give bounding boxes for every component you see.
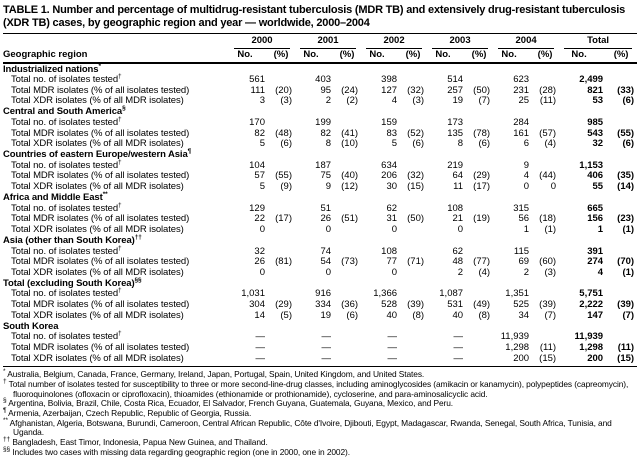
row-label: Total XDR isolates (% of all MDR isolates): [11, 223, 184, 235]
count-cell: 916: [315, 288, 332, 300]
count-cell: 514: [447, 74, 464, 86]
count-cell: 1,298: [579, 341, 604, 353]
count-cell: 9: [325, 181, 332, 193]
pct-cell: (24): [341, 84, 359, 96]
pct-cell: (57): [539, 127, 557, 139]
count-cell: 95: [320, 84, 332, 96]
footnote: §§ Includes two cases with missing data regarding geographic region (one in 2000, one in 2002).: [3, 445, 350, 457]
count-cell: 11,939: [500, 331, 530, 343]
pct-cell: (29): [473, 170, 491, 182]
pct-cell: (40): [341, 170, 359, 182]
pct-cell: (51): [341, 213, 359, 225]
pct-cell: (33): [617, 84, 635, 96]
pct-cell: (3): [544, 266, 557, 278]
pct-cell: (4): [478, 266, 491, 278]
pct-cell: (50): [407, 213, 425, 225]
pct-cell: [267, 343, 295, 354]
pct-cell: (17): [473, 181, 491, 193]
count-cell: 156: [587, 213, 604, 225]
year-col-2004: 2004: [493, 34, 559, 49]
count-cell: 2: [457, 266, 464, 278]
geographic-region-header: Geographic region: [3, 49, 229, 64]
section-row: South Korea: [3, 320, 59, 332]
count-cell: 11,939: [574, 331, 604, 343]
pct-cell: (81): [275, 256, 293, 268]
pct-cell: (36): [341, 299, 359, 311]
pct-cell: (1): [544, 223, 557, 235]
count-cell: 75: [320, 170, 332, 182]
pct-cell: (15): [407, 181, 425, 193]
pct-cell: (77): [473, 256, 491, 268]
count-cell: —: [255, 341, 265, 353]
pct-cell: (3): [412, 95, 425, 107]
count-cell: 108: [381, 245, 398, 257]
count-cell: 199: [315, 116, 332, 128]
pct-cell: (11): [539, 341, 557, 353]
row-label: Total XDR isolates (% of all MDR isolates): [11, 266, 184, 278]
footnotes: [3, 370, 637, 457]
row-label: Total MDR isolates (% of all isolates tested): [11, 170, 190, 182]
row-label: Total XDR isolates (% of all MDR isolates): [11, 95, 184, 107]
year-col-2002: 2002: [361, 34, 427, 49]
table-row: [3, 311, 637, 322]
pct-cell: (11): [617, 341, 635, 353]
count-cell: 56: [518, 213, 530, 225]
pct-cell: (60): [539, 256, 557, 268]
count-cell: —: [255, 331, 265, 343]
year-header-row: [3, 34, 637, 49]
row-label: Total XDR isolates (% of all MDR isolates): [11, 138, 184, 150]
footnote: † Total number of isolates tested for susceptibility to three or more second-line-drug classes, including aminoglycosides (amikacin or kanamycin), polypeptides (capreomycin), fluoroquinolones (ofloxacin or ciprofloxacin), thioamides (ethionamide or prothionamide), cycloserine, and para-aminosalicyclic acid.: [3, 378, 629, 399]
count-cell: 9: [523, 159, 530, 171]
pct-cell: (12): [341, 181, 359, 193]
count-cell: 0: [325, 266, 332, 278]
pct-header: (%): [333, 49, 361, 64]
count-cell: 82: [320, 127, 332, 139]
pct-cell: [333, 343, 361, 354]
pct-cell: (55): [617, 127, 635, 139]
pct-cell: [333, 118, 361, 129]
count-cell: 170: [249, 116, 265, 128]
pct-cell: [399, 343, 427, 354]
count-cell: 1,366: [373, 288, 398, 300]
no-header: No.: [229, 49, 267, 64]
count-cell: —: [321, 341, 332, 353]
count-cell: 284: [513, 116, 530, 128]
pct-cell: (49): [473, 299, 491, 311]
spacer-cell: [3, 34, 229, 49]
count-cell: 32: [254, 245, 265, 257]
count-cell: —: [427, 354, 465, 367]
count-cell: —: [361, 354, 399, 367]
count-cell: 821: [587, 84, 604, 96]
pct-cell: (32): [407, 84, 425, 96]
count-cell: 200: [559, 354, 605, 367]
count-cell: 2,499: [579, 74, 604, 86]
table-row: [3, 268, 637, 279]
count-cell: 57: [254, 170, 265, 182]
row-label: Total no. of isolates tested†: [11, 72, 122, 86]
count-cell: 0: [391, 266, 398, 278]
row-label: Total no. of isolates tested†: [11, 330, 122, 343]
count-cell: 0: [259, 223, 265, 235]
section-row: Africa and Middle East**: [3, 190, 108, 204]
year-col-total: Total: [559, 34, 637, 49]
count-cell: 3: [259, 95, 265, 107]
table-header: [3, 34, 637, 64]
pct-cell: (19): [473, 213, 491, 225]
count-cell: 531: [447, 299, 464, 311]
count-cell: 0: [259, 266, 265, 278]
pct-cell: (6): [622, 138, 635, 150]
count-cell: 623: [513, 74, 530, 86]
pct-cell: (5): [280, 309, 293, 321]
count-cell: 108: [447, 202, 464, 214]
count-cell: 69: [518, 256, 530, 268]
pct-cell: (29): [275, 299, 293, 311]
count-cell: 19: [320, 309, 332, 321]
count-cell: —: [295, 354, 333, 367]
no-header: No.: [361, 49, 399, 64]
count-cell: 51: [320, 202, 332, 214]
count-cell: 5: [391, 138, 398, 150]
pct-cell: [399, 225, 427, 236]
pct-cell: (18): [539, 213, 557, 225]
pct-cell: (8): [478, 309, 491, 321]
pct-cell: [465, 354, 493, 367]
section-row: Countries of eastern Europe/western Asia¶: [3, 148, 192, 161]
count-cell: 1,351: [505, 288, 530, 300]
row-label: Total no. of isolates tested†: [11, 244, 122, 257]
pct-cell: [333, 332, 361, 343]
count-cell: 26: [320, 213, 332, 225]
row-label: Total XDR isolates (% of all MDR isolates): [11, 309, 184, 321]
row-label: Total no. of isolates tested†: [11, 201, 122, 214]
count-cell: 111: [250, 84, 265, 96]
table-title: TABLE 1. Number and percentage of multidrug-resistant tuberculosis (MDR TB) and extensively drug-resistant tuberculosis (XDR TB) cases, by geographic region and year — worldwide, 2000–2004: [3, 4, 626, 29]
year-col-2000: 2000: [229, 34, 295, 49]
pct-cell: (2): [346, 95, 359, 107]
count-cell: 219: [447, 159, 464, 171]
table-row: [3, 354, 637, 367]
row-label: Total no. of isolates tested†: [11, 287, 122, 300]
count-cell: 173: [447, 116, 464, 128]
count-cell: 115: [513, 245, 530, 257]
count-cell: 334: [315, 299, 332, 311]
count-cell: 32: [592, 138, 604, 150]
row-label: Total MDR isolates (% of all isolates tested): [11, 299, 190, 311]
pct-cell: (3): [280, 95, 293, 107]
count-cell: 5,751: [579, 288, 604, 300]
no-header: No.: [427, 49, 465, 64]
count-cell: 543: [587, 127, 604, 139]
count-cell: 135: [447, 127, 464, 139]
count-cell: 25: [518, 95, 530, 107]
table-row: [3, 225, 637, 236]
count-cell: —: [453, 341, 464, 353]
count-cell: 8: [457, 138, 464, 150]
pct-cell: [267, 118, 295, 129]
pct-cell: [399, 332, 427, 343]
pct-cell: [333, 225, 361, 236]
count-cell: 40: [452, 309, 464, 321]
count-cell: 0: [391, 223, 398, 235]
count-cell: 161: [513, 127, 530, 139]
count-cell: 77: [386, 256, 398, 268]
no-header: No.: [559, 49, 605, 64]
count-cell: 0: [457, 223, 464, 235]
count-cell: 1: [597, 223, 604, 235]
pct-cell: [267, 268, 295, 279]
pct-cell: [605, 118, 637, 129]
pct-cell: [465, 343, 493, 354]
table-row: [3, 343, 637, 354]
pct-cell: (14): [617, 181, 635, 193]
count-cell: —: [387, 341, 398, 353]
pct-header: (%): [605, 49, 637, 64]
count-cell: 5: [259, 138, 265, 150]
pct-cell: [399, 118, 427, 129]
count-cell: 1,153: [579, 159, 604, 171]
row-label: Total XDR isolates (% of all MDR isolates): [3, 354, 229, 367]
pct-cell: (39): [617, 299, 635, 311]
year-col-2003: 2003: [427, 34, 493, 49]
row-label: Total MDR isolates (% of all isolates tested): [11, 84, 190, 96]
count-cell: 31: [386, 213, 398, 225]
count-cell: 315: [513, 202, 530, 214]
count-cell: 206: [381, 170, 398, 182]
pct-cell: (55): [275, 170, 293, 182]
year-col-2001: 2001: [295, 34, 361, 49]
pct-cell: (35): [617, 170, 635, 182]
pct-cell: (15): [605, 354, 637, 367]
pct-cell: [267, 225, 295, 236]
count-cell: 2: [523, 266, 530, 278]
count-cell: 74: [320, 245, 332, 257]
pct-cell: (4): [544, 138, 557, 150]
footnote: * Australia, Belgium, Canada, France, Germany, Ireland, Japan, Portugal, Spain, United Kingdom, and United States.: [3, 368, 425, 380]
count-cell: 34: [518, 309, 530, 321]
count-cell: 4: [391, 95, 398, 107]
count-cell: 231: [513, 84, 530, 96]
count-cell: 30: [386, 181, 398, 193]
count-cell: 104: [249, 159, 265, 171]
count-cell: 257: [447, 84, 464, 96]
count-cell: 62: [452, 245, 464, 257]
count-cell: 0: [325, 223, 332, 235]
pct-cell: (17): [275, 213, 293, 225]
count-cell: 187: [315, 159, 332, 171]
count-cell: 19: [452, 95, 464, 107]
pct-cell: (6): [622, 95, 635, 107]
pct-cell: 0: [550, 181, 557, 193]
mdr-xdr-table: [3, 33, 637, 367]
pct-cell: (52): [407, 127, 425, 139]
row-label: Total no. of isolates tested†: [11, 115, 122, 128]
count-cell: —: [321, 331, 332, 343]
count-cell: 147: [587, 309, 604, 321]
pct-cell: (15): [531, 354, 559, 367]
footnote: †† Bangladesh, East Timor, Indonesia, Papua New Guinea, and Thailand.: [3, 436, 268, 448]
pct-cell: (41): [341, 127, 359, 139]
count-cell: 159: [381, 116, 398, 128]
pct-header: (%): [267, 49, 295, 64]
pct-cell: (9): [280, 181, 293, 193]
pct-cell: (6): [346, 309, 359, 321]
pct-cell: [465, 225, 493, 236]
count-cell: 304: [249, 299, 265, 311]
count-cell: 11: [453, 181, 464, 193]
table-body: [3, 63, 637, 367]
count-cell: 2,222: [579, 299, 604, 311]
pct-cell: [399, 354, 427, 367]
pct-cell: (11): [539, 95, 557, 107]
count-cell: 21: [452, 213, 464, 225]
pct-header: (%): [399, 49, 427, 64]
count-cell: 5: [259, 181, 265, 193]
count-cell: 403: [315, 74, 332, 86]
footnote: § Argentina, Bolivia, Brazil, Chile, Costa Rica, Ecuador, El Salvador, French Guyana, Guatemala, Guyana, Mexico, and Peru.: [3, 397, 453, 409]
subheader-row: [3, 49, 637, 64]
pct-cell: (8): [412, 309, 425, 321]
count-cell: 391: [587, 245, 604, 257]
pct-cell: (6): [280, 138, 293, 150]
pct-cell: [465, 332, 493, 343]
count-cell: 53: [592, 95, 604, 107]
count-cell: 6: [523, 138, 530, 150]
footnote: ¶ Armenia, Azerbaijan, Czech Republic, Republic of Georgia, Russia.: [3, 407, 252, 418]
pct-cell: (39): [539, 299, 557, 311]
pct-cell: (1): [622, 223, 635, 235]
count-cell: 4: [597, 266, 604, 278]
table-row: [3, 118, 637, 129]
pct-cell: [267, 332, 295, 343]
section-row: Asia (other than South Korea)††: [3, 233, 142, 246]
pct-cell: (28): [539, 84, 557, 96]
count-cell: 82: [254, 127, 265, 139]
row-label: Total MDR isolates (% of all isolates tested): [11, 256, 190, 268]
count-cell: 1,298: [505, 341, 530, 353]
pct-cell: (20): [275, 84, 293, 96]
count-cell: 55: [592, 181, 604, 193]
pct-cell: (39): [407, 299, 425, 311]
section-row: Industrialized nations*: [3, 62, 101, 75]
count-cell: —: [229, 354, 267, 367]
pct-header: (%): [531, 49, 559, 64]
count-cell: 985: [587, 116, 604, 128]
row-label: Total no. of isolates tested†: [11, 158, 122, 171]
count-cell: 8: [325, 138, 332, 150]
count-cell: 1,031: [241, 288, 265, 300]
no-header: No.: [493, 49, 531, 64]
count-cell: 26: [254, 256, 265, 268]
count-cell: 83: [386, 127, 398, 139]
count-cell: 127: [381, 84, 398, 96]
section-row: Total (excluding South Korea)§§: [3, 276, 142, 289]
count-cell: 62: [386, 202, 398, 214]
pct-cell: (73): [341, 256, 359, 268]
row-label: Total MDR isolates (% of all isolates tested): [11, 341, 190, 353]
count-cell: 561: [249, 74, 265, 86]
count-cell: 528: [381, 299, 398, 311]
row-label: Total MDR isolates (% of all isolates tested): [11, 127, 190, 139]
count-cell: 40: [386, 309, 398, 321]
count-cell: 48: [452, 256, 464, 268]
pct-cell: (7): [478, 95, 491, 107]
count-cell: —: [387, 331, 398, 343]
count-cell: 1: [523, 223, 530, 235]
pct-cell: [531, 118, 559, 129]
footnote: ** Afghanistan, Algeria, Botswana, Burundi, Cameroon, Central African Republic, Côte d'Ivoire, Djibouti, Egypt, Madagascar, Rwanda, Senegal, South Africa, Tunisia, and Uganda.: [3, 416, 612, 438]
count-cell: 14: [254, 309, 265, 321]
pct-cell: (32): [407, 170, 425, 182]
pct-cell: (1): [622, 266, 635, 278]
count-cell: 2: [325, 95, 332, 107]
row-label: Total MDR isolates (% of all isolates tested): [11, 213, 190, 225]
pct-cell: (48): [275, 127, 293, 139]
section-row: Central and South America§: [3, 105, 126, 118]
count-cell: —: [453, 331, 464, 343]
pct-header: (%): [465, 49, 493, 64]
count-cell: 525: [513, 299, 530, 311]
count-cell: 634: [381, 159, 398, 171]
pct-cell: (71): [407, 256, 425, 268]
pct-cell: (6): [478, 138, 491, 150]
pct-cell: [399, 268, 427, 279]
pct-cell: [465, 118, 493, 129]
pct-cell: (7): [622, 309, 635, 321]
count-cell: 0: [523, 181, 530, 193]
count-cell: 274: [587, 256, 604, 268]
count-cell: 54: [320, 256, 332, 268]
pct-cell: [267, 354, 295, 367]
pct-cell: (70): [617, 256, 635, 268]
pct-cell: (7): [544, 309, 557, 321]
pct-cell: (23): [617, 213, 635, 225]
pct-cell: (50): [473, 84, 491, 96]
count-cell: 22: [254, 213, 265, 225]
count-cell: 406: [587, 170, 604, 182]
row-label: Total XDR isolates (% of all MDR isolates): [11, 181, 184, 193]
pct-cell: (44): [539, 170, 557, 182]
count-cell: 64: [452, 170, 464, 182]
count-cell: 665: [587, 202, 604, 214]
pct-cell: (10): [341, 138, 359, 150]
count-cell: 129: [249, 202, 265, 214]
count-cell: 4: [523, 170, 530, 182]
count-cell: 200: [493, 354, 531, 367]
count-cell: 398: [381, 74, 398, 86]
pct-cell: (78): [473, 127, 491, 139]
pct-cell: [333, 268, 361, 279]
pct-cell: (6): [412, 138, 425, 150]
no-header: No.: [295, 49, 333, 64]
pct-cell: [333, 354, 361, 367]
count-cell: 1,087: [439, 288, 464, 300]
